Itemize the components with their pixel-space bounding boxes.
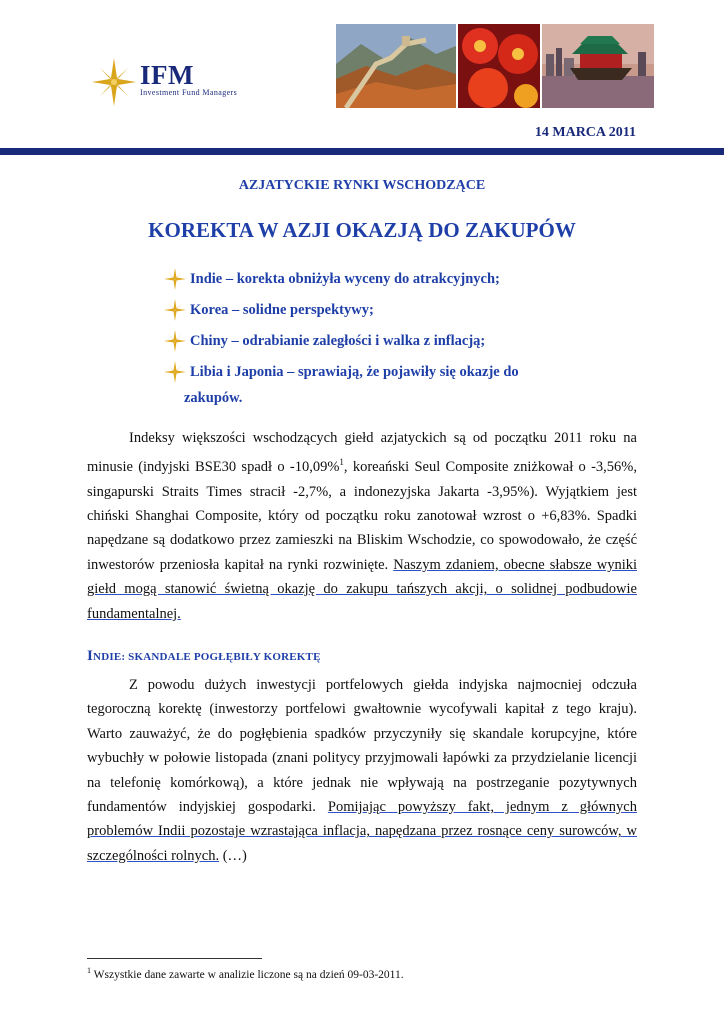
star-bullet-icon <box>164 330 186 352</box>
intro-paragraph <box>87 426 637 626</box>
bullet-text: Chiny – odrabianie zaległości i walka z inflacją; <box>190 333 486 349</box>
bullet-text-continued: zakupów. <box>184 390 243 406</box>
chinese-lanterns-photo <box>458 24 540 108</box>
footnote-number: 1 <box>87 966 91 975</box>
header-rule <box>0 148 724 155</box>
bullet-text: Korea – solidne perspektywy; <box>190 302 374 318</box>
report-date: 14 MARCA 2011 <box>534 125 636 140</box>
intro-text: Indeksy większości wschodzących giełd azjatyckich są od początku 2011 roku na minusie (indyjski BSE30 spadł o -10,09% <box>87 430 637 476</box>
heading-rest: NDIE: SKANDALE POGŁĘBIŁY KOREKTĘ <box>93 651 321 663</box>
ifm-logo <box>92 58 262 106</box>
bullet-item <box>160 297 580 323</box>
logo-name: IFM <box>140 60 194 90</box>
junk-boat-skyline-photo <box>542 24 654 108</box>
footnote <box>87 966 404 981</box>
star-bullet-icon <box>164 268 186 290</box>
footnote-text: Wszystkie dane zawarte w analizie liczone są na dzień 09-03-2011. <box>93 968 404 981</box>
india-ellipsis: (…) <box>219 847 247 864</box>
report-title: KOREKTA W AZJI OKAZJĄ DO ZAKUPÓW <box>148 218 576 242</box>
intro-highlight: Naszym zdaniem, obecne słabsze wyniki giełd mogą stanowić świetną okazję do zakupu tańszych akcji, o solidnej podbudowie fundamentalnej. <box>87 556 637 622</box>
logo-subtitle: Investment Fund Managers <box>140 88 238 97</box>
india-paragraph <box>87 673 637 868</box>
section-label: AZJATYCKIE RYNKI WSCHODZĄCE <box>238 178 486 193</box>
bullet-text: Libia i Japonia – sprawiają, że pojawiły się okazje do <box>190 364 519 380</box>
intro-text-continued: , koreański Seul Composite zniżkował o -3,56%, singapurski Straits Times stracił -2,7%, a indonezyjska Jakarta -3,95%). Wyjątkiem jest chiński Shanghai Composite, który od początku roku zanotował wzrost o +6,83%. Spadki napędzane są dodatkowo przez zamieszki na Bliskim Wschodzie, co spowodowało, że część inwestorów przeniosła kapitał na rynki rozwinięte. <box>87 459 637 573</box>
footnote-ref[interactable]: 1 <box>339 457 344 468</box>
compass-star-icon <box>92 58 136 106</box>
bullet-item <box>160 266 580 292</box>
india-section-heading <box>87 648 321 665</box>
footnote-rule <box>87 958 262 959</box>
star-bullet-icon <box>164 361 186 383</box>
bullet-item <box>160 359 580 411</box>
bullet-item <box>160 328 580 354</box>
india-highlight: Pomijając powyższy fakt, jednym z głównych problemów Indii pozostaje wzrastająca inflacja, napędzana przez rosnące ceny surowców, w szczególności rolnych. <box>87 799 637 864</box>
key-points-list <box>160 266 580 416</box>
great-wall-photo <box>336 24 456 108</box>
heading-initial: I <box>87 648 94 664</box>
star-bullet-icon <box>164 299 186 321</box>
bullet-text: Indie – korekta obniżyła wyceny do atrakcyjnych; <box>190 271 500 287</box>
india-text: Z powodu dużych inwestycji portfelowych giełda indyjska najmocniej odczuła tegoroczną korektę (inwestorzy portfelowi gwałtownie wycofywali kapitał z tego kraju). Warto zauważyć, że do pogłębienia spadków przyczyniły się skandale korupcyjne, które wybuchły w połowie listopada (znani politycy przyjmowali łapówki za przydzielanie licencji na telefonię komórkową), a które jednak nie wpływają na postrzeganie pozytywnych fundamentów indyjskiej gospodarki. <box>87 677 637 816</box>
